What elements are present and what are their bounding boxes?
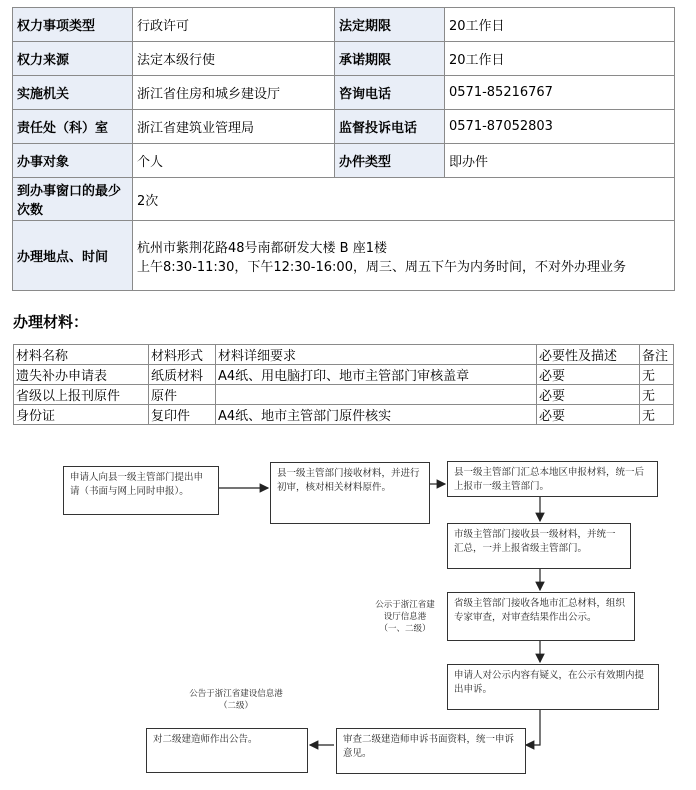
table-cell: 无: [640, 365, 674, 385]
column-header: 材料形式: [149, 345, 216, 365]
arrow-6-7: [526, 710, 540, 745]
table-cell: 必要: [537, 385, 640, 405]
flow-step-apply: 申请人向县一级主管部门提出申请（书面与网上同时申报）。: [63, 466, 219, 515]
materials-title: 办理材料：: [13, 313, 89, 331]
info-label: 权力事项类型: [13, 8, 133, 42]
info-label: 权力来源: [13, 42, 133, 76]
location-address: 杭州市紫荆花路48号南都研发大楼 B 座1楼: [137, 240, 387, 256]
column-header: 备注: [640, 345, 674, 365]
flow-step-appeal: 申请人对公示内容有疑义，在公示有效期内提出申诉。: [447, 664, 659, 710]
table-cell: 无: [640, 385, 674, 405]
flow-step-announce: 对二级建造师作出公告。: [146, 728, 308, 773]
table-cell: 原件: [149, 385, 216, 405]
info-value: 浙江省建筑业管理局: [133, 110, 335, 144]
info-value: 个人: [133, 144, 335, 178]
info-value: 法定本级行使: [133, 42, 335, 76]
info-value: 0571-85216767: [445, 76, 675, 110]
info-value: 浙江省住房和城乡建设厅: [133, 76, 335, 110]
info-value: 即办件: [445, 144, 675, 178]
table-cell: A4纸、用电脑打印、地市主管部门审核盖章: [216, 365, 537, 385]
info-value: 行政许可: [133, 8, 335, 42]
table-cell: 必要: [537, 405, 640, 425]
flow-step-city: 市级主管部门接收县一级材料，并统一汇总，一并上报省级主管部门。: [447, 523, 631, 569]
note-publicize: 公示于浙江省建设厅信息港（一、二级）: [375, 600, 435, 634]
column-header: 材料名称: [14, 345, 149, 365]
info-label: 法定期限: [335, 8, 445, 42]
flow-step-province: 省级主管部门接收各地市汇总材料，组织专家审查，对审查结果作出公示。: [447, 592, 635, 641]
column-header: 材料详细要求: [216, 345, 537, 365]
info-value: 0571-87052803: [445, 110, 675, 144]
table-cell: 纸质材料: [149, 365, 216, 385]
note-announce: 公告于浙江省建设信息港（二级）: [189, 689, 283, 711]
info-value: 20工作日: [445, 8, 675, 42]
info-value: 20工作日: [445, 42, 675, 76]
info-label: 咨询电话: [335, 76, 445, 110]
table-cell: 省级以上报刊原件: [14, 385, 149, 405]
min-visits-value: 2次: [133, 178, 675, 221]
table-cell: A4纸、地市主管部门原件核实: [216, 405, 537, 425]
table-cell: 复印件: [149, 405, 216, 425]
info-label: 办事对象: [13, 144, 133, 178]
table-cell: 遗失补办申请表: [14, 365, 149, 385]
info-label: 责任处（科）室: [13, 110, 133, 144]
location-hours: 上午8:30-11:30，下午12:30-16:00，周三、周五下午为内务时间，不对外办理业务: [137, 259, 626, 275]
table-cell: 必要: [537, 365, 640, 385]
min-visits-label: 到办事窗口的最少次数: [13, 178, 133, 221]
flow-step-county-review: 县一级主管部门接收材料，并进行初审，核对相关材料原件。: [270, 462, 430, 524]
table-cell: 无: [640, 405, 674, 425]
info-label: 监督投诉电话: [335, 110, 445, 144]
info-label: 办件类型: [335, 144, 445, 178]
table-cell: 身份证: [14, 405, 149, 425]
info-label: 承诺期限: [335, 42, 445, 76]
location-label: 办理地点、时间: [13, 221, 133, 291]
flow-step-county-submit: 县一级主管部门汇总本地区申报材料，统一后上报市一级主管部门。: [447, 461, 658, 497]
info-label: 实施机关: [13, 76, 133, 110]
column-header: 必要性及描述: [537, 345, 640, 365]
flow-step-appeal-review: 审查二级建造师申诉书面资料，统一申诉意见。: [336, 728, 526, 774]
